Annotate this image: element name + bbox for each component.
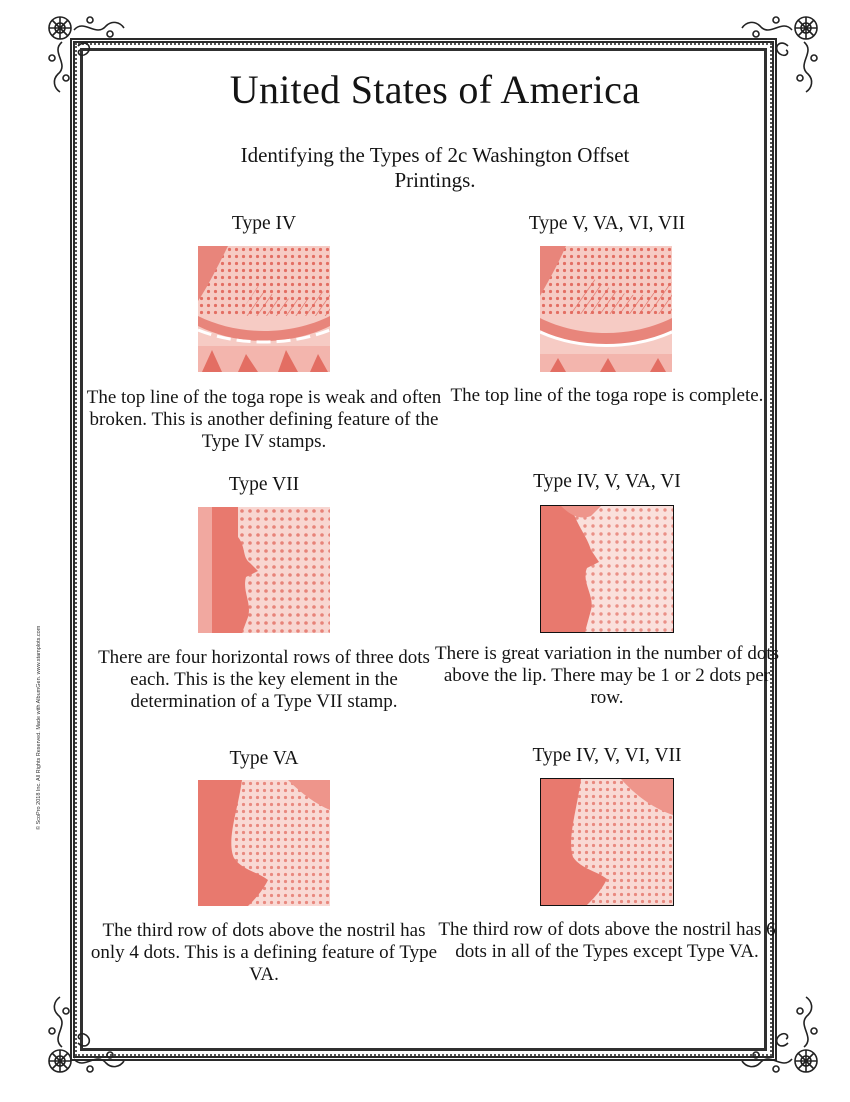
- panel-description: The third row of dots above the nostril has 6 dots in all of the Types except Type VA.: [438, 919, 776, 962]
- stamp-image-lip-dots-other-types: [540, 505, 674, 633]
- stamp-image-lip-dots-type-vii: [198, 507, 330, 633]
- panel-caption: Type VII: [228, 474, 300, 495]
- panel-description: There are four horizontal rows of three dots each. This is the key element in the determination of a Type VII stamp.: [98, 647, 430, 712]
- panel-caption: Type V, VA, VI, VII: [528, 213, 686, 234]
- panel-description: The top line of the toga rope is complete.: [450, 385, 764, 406]
- panel-description: The top line of the toga rope is weak and often broken. This is another defining feature of the Type IV stamps.: [86, 387, 442, 452]
- panel-description: There is great variation in the number of dots above the lip. There may be 1 or 2 dots per row.: [434, 643, 779, 708]
- corner-ornament-bottom-right: [730, 985, 826, 1081]
- stamp-image-toga-rope-complete: [540, 246, 672, 372]
- corner-ornament-bottom-left: [40, 985, 136, 1081]
- copyright-credit: © ScoPro 2018 Inc. All Rights Reserved. Made with AlbumGen. www.stamplots.com: [36, 625, 42, 830]
- panel-caption: Type IV, V, VA, VI: [533, 471, 681, 492]
- stamp-image-nostril-dots-other-types: [540, 778, 674, 906]
- page-subtitle: Identifying the Types of 2c Washington Offset Printings.: [240, 143, 630, 192]
- panel-caption: Type VA: [229, 748, 299, 769]
- panel-caption: Type IV: [231, 213, 297, 234]
- panel-caption: Type IV, V, VI, VII: [532, 745, 682, 766]
- stamp-image-nostril-dots-type-va: [198, 780, 330, 906]
- page-title: United States of America: [229, 67, 641, 112]
- stamp-image-toga-rope-broken: [198, 246, 330, 372]
- panel-description: The third row of dots above the nostril has only 4 dots. This is a defining feature of Type VA.: [90, 920, 438, 985]
